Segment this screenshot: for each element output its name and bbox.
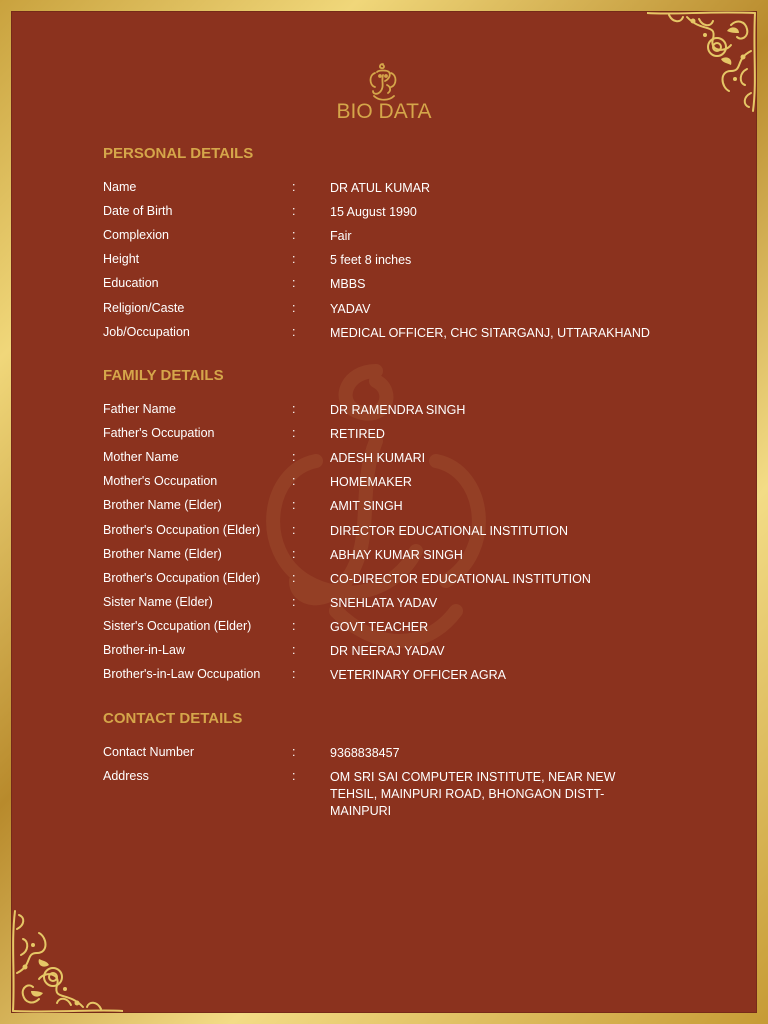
field-value: YADAV <box>330 301 371 316</box>
field-value: CO-DIRECTOR EDUCATIONAL INSTITUTION <box>330 571 591 586</box>
field-label: Religion/Caste <box>103 300 185 315</box>
field-label: Brother-in-Law <box>103 643 185 657</box>
field-separator: : <box>292 228 296 243</box>
field-label: Sister's Occupation (Elder) <box>103 618 252 633</box>
field-separator: : <box>292 426 296 441</box>
family-row <box>103 426 703 444</box>
field-value: HOMEMAKER <box>330 475 412 490</box>
family-row <box>103 498 703 516</box>
personal-row <box>103 180 703 198</box>
personal-details-heading: PERSONAL DETAILS <box>103 145 254 162</box>
field-value: Fair <box>330 229 352 244</box>
family-details-heading: FAMILY DETAILS <box>103 367 224 384</box>
field-value: DR NEERAJ YADAV <box>330 644 445 658</box>
field-label: Education <box>103 276 159 291</box>
field-value: AMIT SINGH <box>330 499 403 514</box>
personal-row <box>103 252 703 270</box>
field-value: RETIRED <box>330 427 385 442</box>
field-separator: : <box>292 546 296 561</box>
field-separator: : <box>292 204 296 219</box>
personal-row <box>103 204 703 222</box>
field-separator: : <box>292 618 296 633</box>
field-value: DR ATUL KUMAR <box>330 181 431 195</box>
field-label: Mother's Occupation <box>103 474 218 489</box>
field-value: ABHAY KUMAR SINGH <box>330 547 463 562</box>
field-value: VETERINARY OFFICER AGRA <box>330 668 506 683</box>
field-value: 9368838457 <box>330 746 400 760</box>
field-value: MEDICAL OFFICER, CHC SITARGANJ, UTTARAKHAND <box>330 325 650 340</box>
field-label: Address <box>103 769 149 783</box>
field-separator: : <box>292 180 296 194</box>
field-label: Sister Name (Elder) <box>103 594 213 609</box>
field-separator: : <box>292 745 296 759</box>
field-separator: : <box>292 643 296 657</box>
field-label: Contact Number <box>103 745 195 759</box>
contact-details-heading: CONTACT DETAILS <box>103 710 243 727</box>
field-label: Father Name <box>103 402 176 416</box>
field-label: Job/Occupation <box>103 324 190 339</box>
field-value: SNEHLATA YADAV <box>330 595 438 610</box>
field-label: Height <box>103 252 140 267</box>
field-label: Brother's Occupation (Elder) <box>103 522 261 537</box>
field-value: DR RAMENDRA SINGH <box>330 403 466 417</box>
family-row <box>103 450 703 468</box>
family-row <box>103 523 703 541</box>
field-separator: : <box>292 402 296 416</box>
personal-row <box>103 325 703 343</box>
personal-row <box>103 276 703 294</box>
ganesha-icon <box>361 61 405 103</box>
field-separator: : <box>292 474 296 489</box>
field-separator: : <box>292 594 296 609</box>
field-separator: : <box>292 324 296 339</box>
field-label: Father's Occupation <box>103 426 215 441</box>
field-separator: : <box>292 522 296 537</box>
contact-row <box>103 769 703 818</box>
field-value: OM SRI SAI COMPUTER INSTITUTE, NEAR NEW TEHSIL, MAINPURI ROAD, BHONGAON DISTT-MAINPURI <box>330 770 616 818</box>
field-separator: : <box>292 450 296 465</box>
field-label: Name <box>103 180 137 194</box>
family-row <box>103 571 703 589</box>
field-label: Brother's-in-Law Occupation <box>103 667 261 682</box>
field-value: DIRECTOR EDUCATIONAL INSTITUTION <box>330 523 568 538</box>
family-row <box>103 643 703 661</box>
field-separator: : <box>292 276 296 291</box>
field-separator: : <box>292 570 296 585</box>
field-value: ADESH KUMARI <box>330 451 426 466</box>
personal-row <box>103 228 703 246</box>
field-value: MBBS <box>330 277 366 292</box>
field-label: Brother's Occupation (Elder) <box>103 570 261 585</box>
family-row <box>103 667 703 685</box>
field-label: Complexion <box>103 228 170 243</box>
field-value: 15 August 1990 <box>330 205 417 220</box>
field-label: Date of Birth <box>103 204 173 219</box>
field-separator: : <box>292 498 296 513</box>
field-separator: : <box>292 300 296 315</box>
contact-row <box>103 745 703 763</box>
field-separator: : <box>292 252 296 267</box>
family-row <box>103 402 703 420</box>
family-row <box>103 619 703 637</box>
family-row <box>103 595 703 613</box>
field-label: Mother Name <box>103 450 179 465</box>
field-value: GOVT TEACHER <box>330 619 429 634</box>
floral-corner-top-right-icon <box>647 11 757 113</box>
field-value: 5 feet 8 inches <box>330 253 412 268</box>
page-title: BIO DATA <box>336 100 432 123</box>
field-label: Brother Name (Elder) <box>103 546 222 561</box>
family-row <box>103 474 703 492</box>
family-row <box>103 547 703 565</box>
field-label: Brother Name (Elder) <box>103 498 222 513</box>
field-separator: : <box>292 769 296 783</box>
biodata-page <box>11 11 757 1013</box>
field-separator: : <box>292 667 296 682</box>
personal-row <box>103 301 703 319</box>
floral-corner-bottom-left-icon <box>11 909 123 1013</box>
